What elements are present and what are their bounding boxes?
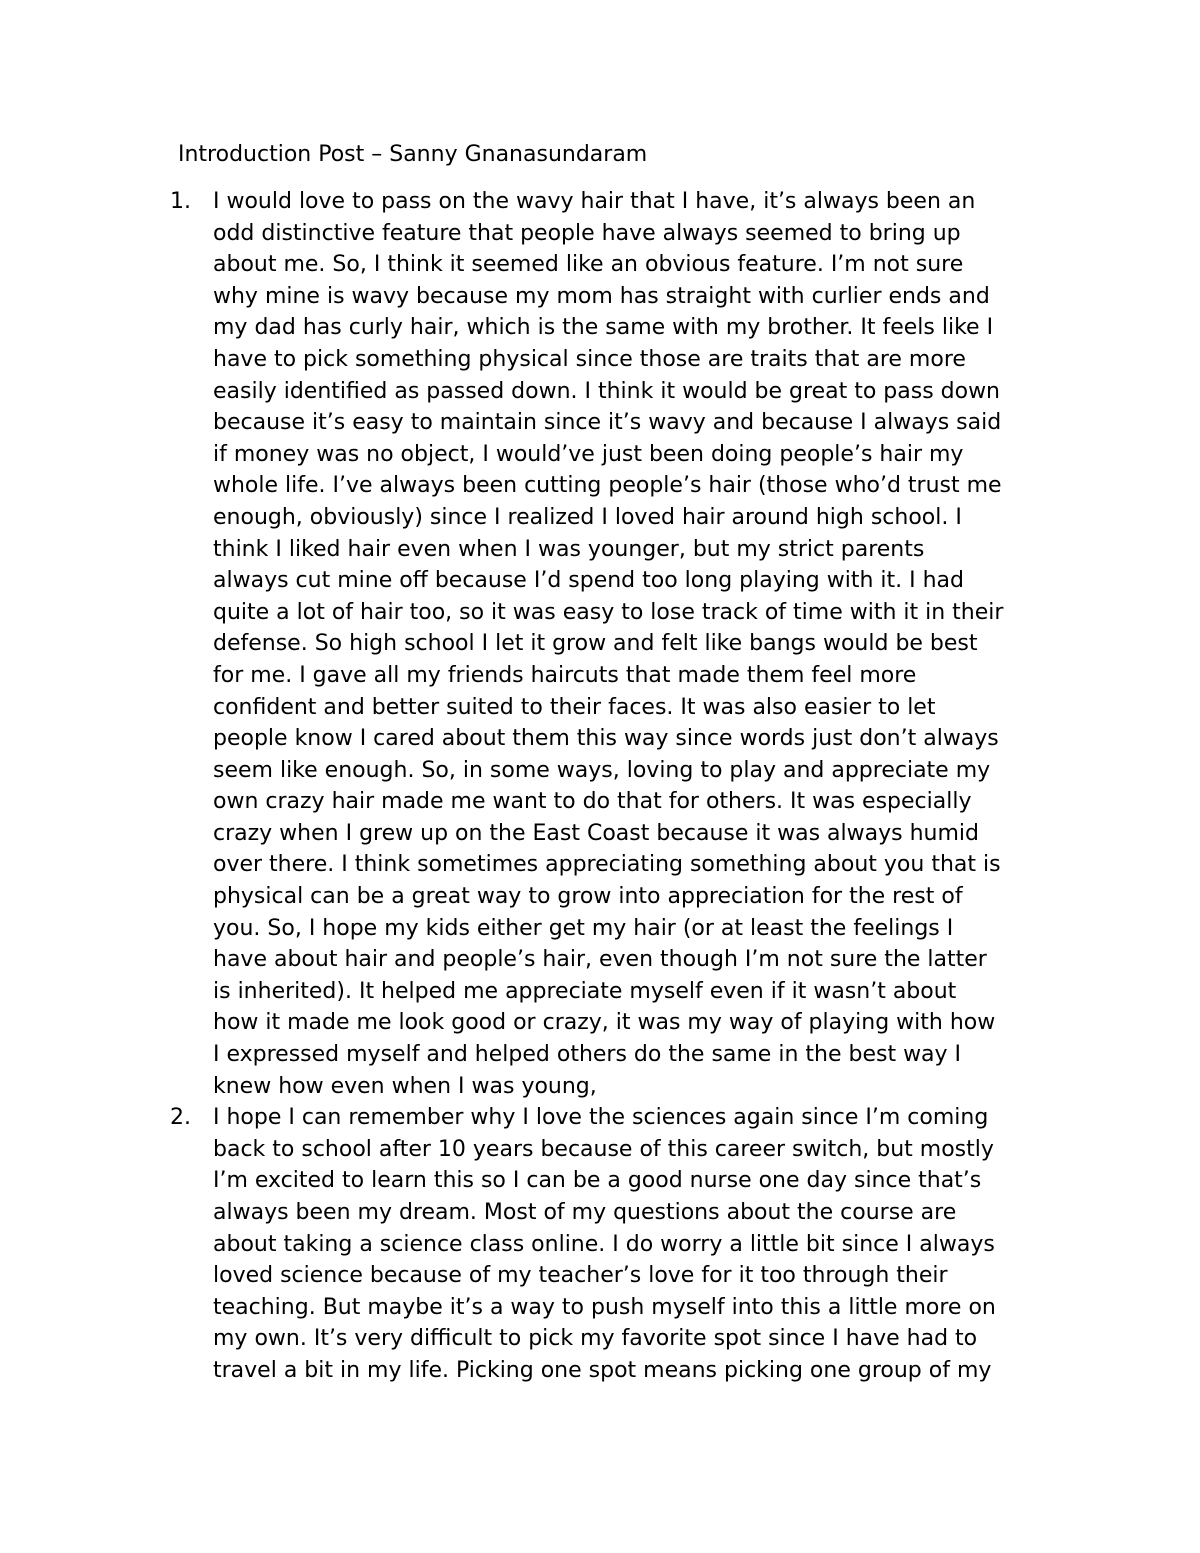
list-item-text [213,1102,1200,1386]
text-line: physical can be a great way to grow into appreciation for the rest of [213,884,963,910]
text-line: enough, obviously) since I realized I loved hair around high school. I [213,504,962,530]
text-line: if money was no object, I would’ve just been doing people’s hair my [213,441,964,467]
text-line: about me. So, I think it seemed like an obvious feature. I’m not sure [213,252,964,278]
text-line: is inherited). It helped me appreciate myself even if it wasn’t about [213,978,957,1004]
text-line: I expressed myself and helped others do the same in the best way I [213,1042,962,1068]
text-line: loved science because of my teacher’s love for it too through their [213,1263,948,1289]
text-line: own crazy hair made me want to do that for others. It was especially [213,789,972,815]
list-item-number: 2. [170,1105,191,1131]
text-line: about taking a science class online. I do worry a little bit since I always [213,1231,995,1257]
text-line: always been my dream. Most of my questions about the course are [213,1200,957,1225]
text-line: over there. I think sometimes appreciating something about you that is [213,852,1001,878]
text-line: my own. It’s very difficult to pick my favorite spot since I have had to [213,1326,978,1352]
text-line: for me. I gave all my friends haircuts that made them feel more [213,662,917,688]
text-line: people know I cared about them this way since words just don’t always [213,726,999,752]
text-line: have about hair and people’s hair, even though I’m not sure the latter [213,947,987,973]
text-line: whole life. I’ve always been cutting people’s hair (those who’d trust me [213,473,1002,499]
text-line: I hope I can remember why I love the sciences again since I’m coming [213,1105,989,1131]
text-line: I’m excited to learn this so I can be a good nurse one day since that’s [213,1168,982,1194]
text-line: odd distinctive feature that people have always seemed to bring up [213,220,961,246]
document-title: Introduction Post – Sanny Gnanasundaram [178,142,648,167]
text-line: seem like enough. So, in some ways, loving to play and appreciate my [213,757,991,783]
list-item [0,186,1200,1102]
text-line: travel a bit in my life. Picking one spot means picking one group of my [213,1357,992,1383]
text-line: always cut mine off because I’d spend too long playing with it. I had [213,568,965,594]
text-line: my dad has curly hair, which is the same with my brother. It feels like I [213,315,994,341]
text-line: I would love to pass on the wavy hair that I have, it’s always been an [213,189,976,214]
list-item [0,1102,1200,1386]
list-item-text [213,186,1200,1102]
text-line: easily identified as passed down. I think it would be great to pass down [213,378,1001,404]
text-line: knew how even when I was young, [213,1073,597,1099]
text-line: think I liked hair even when I was younger, but my strict parents [213,536,925,562]
text-line: because it’s easy to maintain since it’s wavy and because I always said [213,410,1002,436]
text-line: you. So, I hope my kids either get my hair (or at least the feelings I [213,915,954,941]
text-line: crazy when I grew up on the East Coast because it was always humid [213,820,979,846]
text-line: how it made me look good or crazy, it was my way of playing with how [213,1010,996,1036]
text-line: back to school after 10 years because of this career switch, but mostly [213,1136,994,1162]
text-line: defense. So high school I let it grow and felt like bangs would be best [213,631,978,657]
answer-list [0,186,1200,1387]
text-line: have to pick something physical since those are traits that are more [213,346,966,372]
text-line: quite a lot of hair too, so it was easy to lose track of time with it in their [213,599,1004,625]
list-item-number: 1. [170,189,191,214]
text-line: why mine is wavy because my mom has straight with curlier ends and [213,283,990,309]
text-line: teaching. But maybe it’s a way to push myself into this a little more on [213,1294,996,1320]
text-line: confident and better suited to their faces. It was also easier to let [213,694,936,720]
